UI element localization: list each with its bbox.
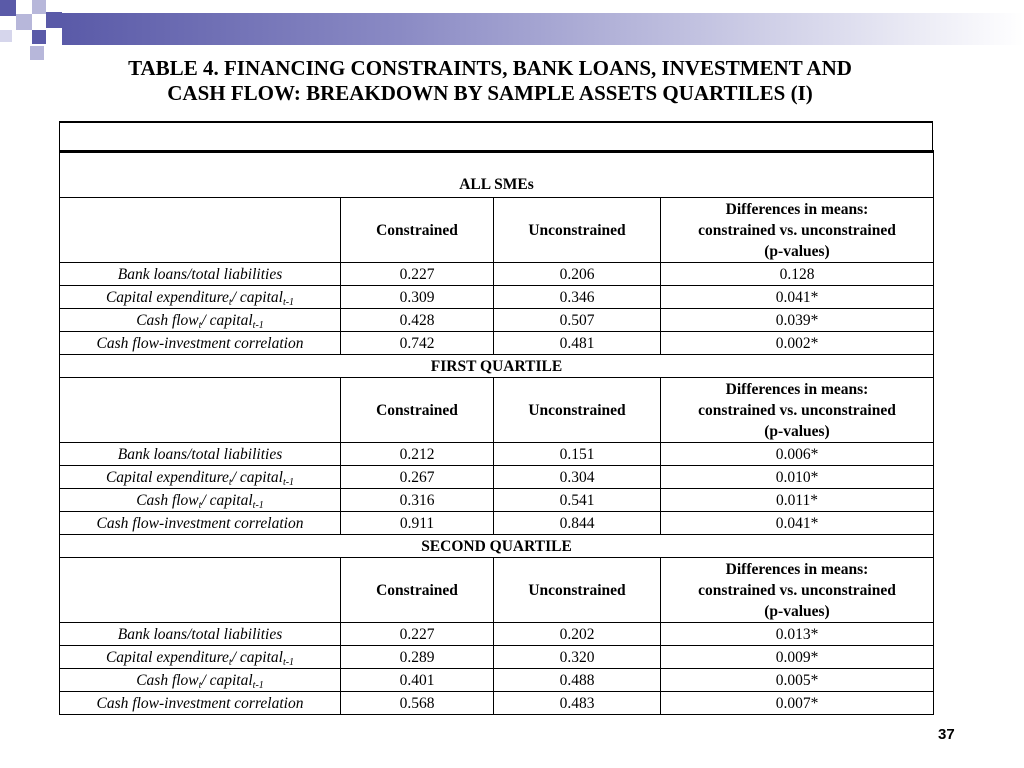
slide-decoration [0,0,1024,60]
subscript: t [198,319,202,331]
cell-p-value: 0.005* [661,669,934,692]
header-empty-cell [60,558,341,623]
cell-p-value: 0.128 [661,263,934,286]
table-top-border [59,121,933,153]
row-label-text: / capital [231,468,283,486]
subscript: t [228,656,232,668]
row-label-text: Cash flow [136,491,199,509]
header-gradient-bar [62,13,1024,45]
cell-constrained: 0.742 [341,332,494,355]
header-differences-line: constrained vs. unconstrained [698,581,896,599]
row-label-text: Capital expenditure [105,648,229,666]
header-differences-line: constrained vs. unconstrained [698,221,896,239]
row-correlation [60,332,934,355]
subscript: t-1 [252,499,264,511]
cell-unconstrained: 0.483 [494,692,661,715]
section-title-row [60,355,934,378]
page-number: 37 [938,726,955,743]
section-title-row [60,535,934,558]
deco-square [0,0,16,16]
title-line-1: TABLE 4. FINANCING CONSTRAINTS, BANK LOANS, INVESTMENT AND [128,56,852,80]
deco-square [16,14,32,30]
row-label [60,286,341,309]
row-label: Bank loans/total liabilities [60,443,341,466]
row-label-text: / capital [201,491,253,509]
header-constrained: Constrained [341,558,494,623]
row-cash-flow [60,669,934,692]
subscript: t-1 [252,679,264,691]
subscript: t [198,679,202,691]
header-differences-line: Differences in means: [725,200,869,218]
row-correlation [60,692,934,715]
cell-constrained: 0.911 [341,512,494,535]
cell-unconstrained: 0.481 [494,332,661,355]
cell-p-value: 0.041* [661,286,934,309]
header-unconstrained: Unconstrained [494,558,661,623]
column-header-row [60,378,934,443]
row-capital-expenditure [60,286,934,309]
cell-p-value: 0.002* [661,332,934,355]
cell-unconstrained: 0.320 [494,646,661,669]
header-constrained: Constrained [341,378,494,443]
cell-constrained: 0.212 [341,443,494,466]
cell-p-value: 0.006* [661,443,934,466]
row-capital-expenditure [60,646,934,669]
subscript: t [228,296,232,308]
row-capital-expenditure [60,466,934,489]
row-label [60,466,341,489]
header-unconstrained: Unconstrained [494,198,661,263]
row-label [60,309,341,332]
cell-unconstrained: 0.304 [494,466,661,489]
cell-p-value: 0.039* [661,309,934,332]
header-differences-line: constrained vs. unconstrained [698,401,896,419]
row-label: Cash flow-investment correlation [60,332,341,355]
row-label [60,646,341,669]
header-differences-line: (p-values) [764,242,830,260]
cell-p-value: 0.010* [661,466,934,489]
cell-constrained: 0.309 [341,286,494,309]
results-table [59,150,934,715]
cell-constrained: 0.227 [341,263,494,286]
row-cash-flow [60,309,934,332]
row-label-text: / capital [201,311,253,329]
row-correlation [60,512,934,535]
cell-constrained: 0.227 [341,623,494,646]
row-bank-loans [60,263,934,286]
section-title: ALL SMEs [60,151,934,198]
cell-unconstrained: 0.541 [494,489,661,512]
row-cash-flow [60,489,934,512]
row-label: Cash flow-investment correlation [60,512,341,535]
header-constrained: Constrained [341,198,494,263]
header-differences [661,378,934,443]
subscript: t-1 [282,656,295,668]
column-header-row [60,558,934,623]
header-unconstrained: Unconstrained [494,378,661,443]
cell-unconstrained: 0.507 [494,309,661,332]
row-bank-loans [60,443,934,466]
subscript: t-1 [282,296,295,308]
header-differences [661,558,934,623]
cell-constrained: 0.316 [341,489,494,512]
header-differences-line: (p-values) [764,422,830,440]
row-label-text: Capital expenditure [105,468,229,486]
section-title-row [60,151,934,198]
subscript: t [198,499,202,511]
row-label-text: / capital [201,671,253,689]
section-title: SECOND QUARTILE [60,535,934,558]
row-label-text: Cash flow [136,671,199,689]
cell-unconstrained: 0.346 [494,286,661,309]
deco-square [0,30,12,42]
row-label-text: / capital [231,648,283,666]
title-line-2: CASH FLOW: BREAKDOWN BY SAMPLE ASSETS QUARTILES (I) [167,81,813,105]
cell-unconstrained: 0.844 [494,512,661,535]
subscript: t-1 [282,476,295,488]
row-label: Bank loans/total liabilities [60,623,341,646]
cell-p-value: 0.007* [661,692,934,715]
header-differences-line: Differences in means: [725,380,869,398]
cell-constrained: 0.428 [341,309,494,332]
header-empty-cell [60,198,341,263]
row-label [60,489,341,512]
cell-constrained: 0.568 [341,692,494,715]
row-label [60,669,341,692]
deco-square [32,30,46,44]
header-differences-line: Differences in means: [725,560,869,578]
cell-p-value: 0.041* [661,512,934,535]
row-bank-loans [60,623,934,646]
row-label: Bank loans/total liabilities [60,263,341,286]
header-differences [661,198,934,263]
header-empty-cell [60,378,341,443]
slide-title [40,56,940,106]
cell-constrained: 0.401 [341,669,494,692]
cell-constrained: 0.267 [341,466,494,489]
row-label: Cash flow-investment correlation [60,692,341,715]
header-differences-line: (p-values) [764,602,830,620]
row-label-text: Capital expenditure [105,288,229,306]
column-header-row [60,198,934,263]
cell-unconstrained: 0.206 [494,263,661,286]
cell-p-value: 0.013* [661,623,934,646]
cell-unconstrained: 0.488 [494,669,661,692]
subscript: t [228,476,232,488]
subscript: t-1 [252,319,264,331]
cell-unconstrained: 0.151 [494,443,661,466]
deco-square [32,0,46,14]
cell-constrained: 0.289 [341,646,494,669]
row-label-text: / capital [231,288,283,306]
row-label-text: Cash flow [136,311,199,329]
deco-square [46,12,62,28]
cell-p-value: 0.009* [661,646,934,669]
cell-p-value: 0.011* [661,489,934,512]
section-title: FIRST QUARTILE [60,355,934,378]
cell-unconstrained: 0.202 [494,623,661,646]
